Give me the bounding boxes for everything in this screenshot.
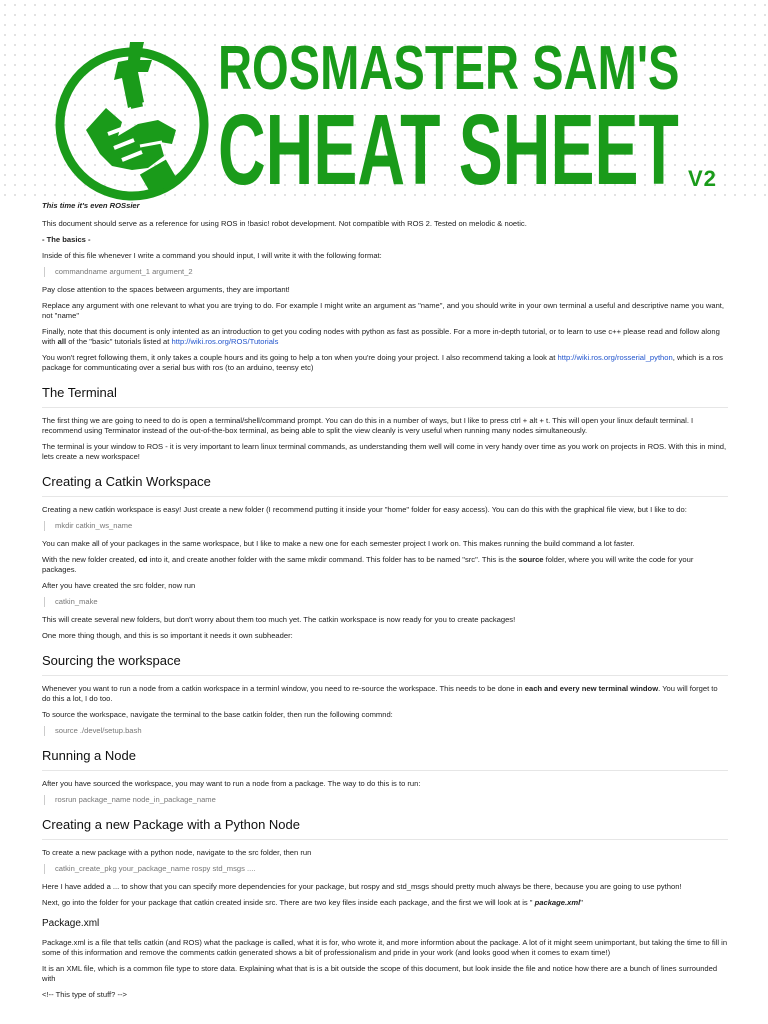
text-span: " [580, 898, 583, 907]
packagexml-paragraph-1: Package.xml is a file that tells catkin (and ROS) what the package is called, what it is for, who wrote it, and more informtion about the package. A lot of it might seem unimportant, but taking the time to fill in some of this information and remove the comments catkin generated shows a bit of professionalism and pride in your work (and looks good when it comes to exam time!) [42, 938, 728, 957]
code-block-catkin-make: catkin_make [44, 597, 728, 607]
code-block-create-pkg: catkin_create_pkg your_package_name rospy std_msgs .... [44, 864, 728, 874]
title-line-1: ROSMASTER SAM'S [218, 34, 680, 103]
bold-text: each and every new terminal window [524, 684, 659, 693]
rosserial-link[interactable]: http://wiki.ros.org/rosserial_python [557, 353, 673, 362]
robot-arm-fist-icon [48, 38, 216, 206]
tutorials-paragraph [42, 327, 728, 347]
text-span: into it, and create another folder with the same mkdir command. This folder has to be named "src". This is the [147, 555, 519, 564]
intro-paragraph: This document should serve as a reference for using ROS in !basic! robot development. Not compatible with ROS 2. Tested on melodic & noetic. [42, 219, 527, 228]
rosserial-paragraph [42, 353, 728, 373]
packagexml-paragraph-2: It is an XML file, which is a common file type to store data. Explaining what that is is a bit outside the scope of this document, but look inside the file and notice how there are a bunch of lines surrounded with [42, 964, 718, 983]
catkin-paragraph-4: After you have created the src folder, now run [42, 581, 196, 590]
document-body [42, 201, 728, 1006]
bold-text: source [518, 555, 544, 564]
text-span: Next, go into the folder for your package that catkin created inside src. There are two key files inside each package, and the first we will look at is " [42, 898, 535, 907]
package-paragraph-1: To create a new package with a python node, navigate to the src folder, then run [42, 848, 312, 857]
emphasis-text: package.xml [534, 898, 581, 907]
heading-package-xml: Package.xml [42, 918, 100, 929]
spaces-paragraph: Pay close attention to the spaces between arguments, they are important! [42, 285, 290, 294]
ros-tutorials-link[interactable]: http://wiki.ros.org/ROS/Tutorials [171, 337, 279, 346]
title-line-2: CHEAT SHEET [218, 94, 679, 206]
sourcing-paragraph-1 [42, 684, 728, 704]
catkin-paragraph-1: Creating a new catkin workspace is easy! Just create a new folder (I recommend putting it inside your "home" folder for easy access). You can do this with the graphical file view, but I like to do: [42, 505, 687, 514]
heading-sourcing: Sourcing the workspace [42, 653, 728, 676]
code-block-source: source ./devel/setup.bash [44, 726, 728, 736]
text-span: With the new folder created, [42, 555, 139, 564]
heading-new-package: Creating a new Package with a Python Node [42, 817, 728, 840]
tagline: This time it's even ROSsier [42, 201, 140, 210]
catkin-paragraph-6: One more thing though, and this is so important it needs it own subheader: [42, 631, 293, 640]
heading-running-node: Running a Node [42, 748, 728, 771]
terminal-paragraph-2: The terminal is your window to ROS - it is very important to learn linux terminal commands, as understanding them well will come in very handy over time as you work on projects in ROS. With this in mind, lets create a new workspace! [42, 442, 727, 461]
code-block-mkdir: mkdir catkin_ws_name [44, 521, 728, 531]
text-span: Finally, note that this document is only intented as an introduction to get you coding nodes with python as fast as possible. For a more in-depth tutorial, or to learn to use c++ please read and follow along with [42, 327, 720, 346]
version-badge: V2 [688, 166, 717, 191]
code-block-rosrun: rosrun package_name node_in_package_name [44, 795, 728, 805]
text-span: . You will forget to do this a lot, I do too. [42, 684, 718, 703]
catkin-paragraph-3 [42, 555, 728, 575]
format-paragraph: Inside of this file whenever I write a command you should input, I will write it with the following format: [42, 251, 382, 260]
heading-catkin-workspace: Creating a Catkin Workspace [42, 474, 728, 497]
terminal-paragraph-1: The first thing we are going to need to do is open a terminal/shell/command prompt. You can do this in a number of ways, but I like to press ctrl + alt + t. This will open your linux default terminal. I recommend using Terminator instead of the out-of-the-box terminal, as being able to split the view cleanly is very useful when running many nodes simultaneously. [42, 416, 694, 435]
text-span: of the "basic" tutorials listed at [66, 337, 172, 346]
sourcing-paragraph-2: To source the workspace, navigate the terminal to the base catkin folder, then run the following commnd: [42, 710, 393, 719]
package-paragraph-3 [42, 898, 728, 908]
argument-paragraph: Replace any argument with one relevant to what you are trying to do. For example I might write an argument as "name", and you should write in your own terminal a useful and descriptive name you want, not "name" [42, 301, 725, 320]
heading-terminal: The Terminal [42, 385, 728, 408]
code-block-format: commandname argument_1 argument_2 [44, 267, 728, 277]
catkin-paragraph-2: You can make all of your packages in the same workspace, but I like to make a new one for each semester project I work on. This makes running the build command a lot faster. [42, 539, 635, 548]
catkin-paragraph-5: This will create several new folders, but don't worry about them too much yet. The catkin workspace is now ready for you to create packages! [42, 615, 516, 624]
running-paragraph: After you have sourced the workspace, you may want to run a node from a package. The way to do this is to run: [42, 779, 421, 788]
text-span: Whenever you want to run a node from a catkin workspace in a terminl window, you need to re-source the workspace. This needs to be done in [42, 684, 525, 693]
text-span: folder, where you will write the code for your packages. [42, 555, 694, 574]
basics-subheader: - The basics - [42, 235, 91, 244]
bold-text: cd [138, 555, 148, 564]
package-paragraph-2: Here I have added a ... to show that you can specify more dependencies for your package, but rospy and std_msgs should pretty much always be there, because you are going to use python! [42, 882, 682, 891]
text-span: You won't regret following them, it only takes a couple hours and its going to help a ton when you're doing your project. I also recommend taking a look at [42, 353, 558, 362]
packagexml-paragraph-3: <!-- This type of stuff? --> [42, 990, 127, 999]
text-span: , which is a ros package for communticating over a serial bus with ros (to an arduino, teensy etc) [42, 353, 723, 372]
bold-text: all [57, 337, 67, 346]
